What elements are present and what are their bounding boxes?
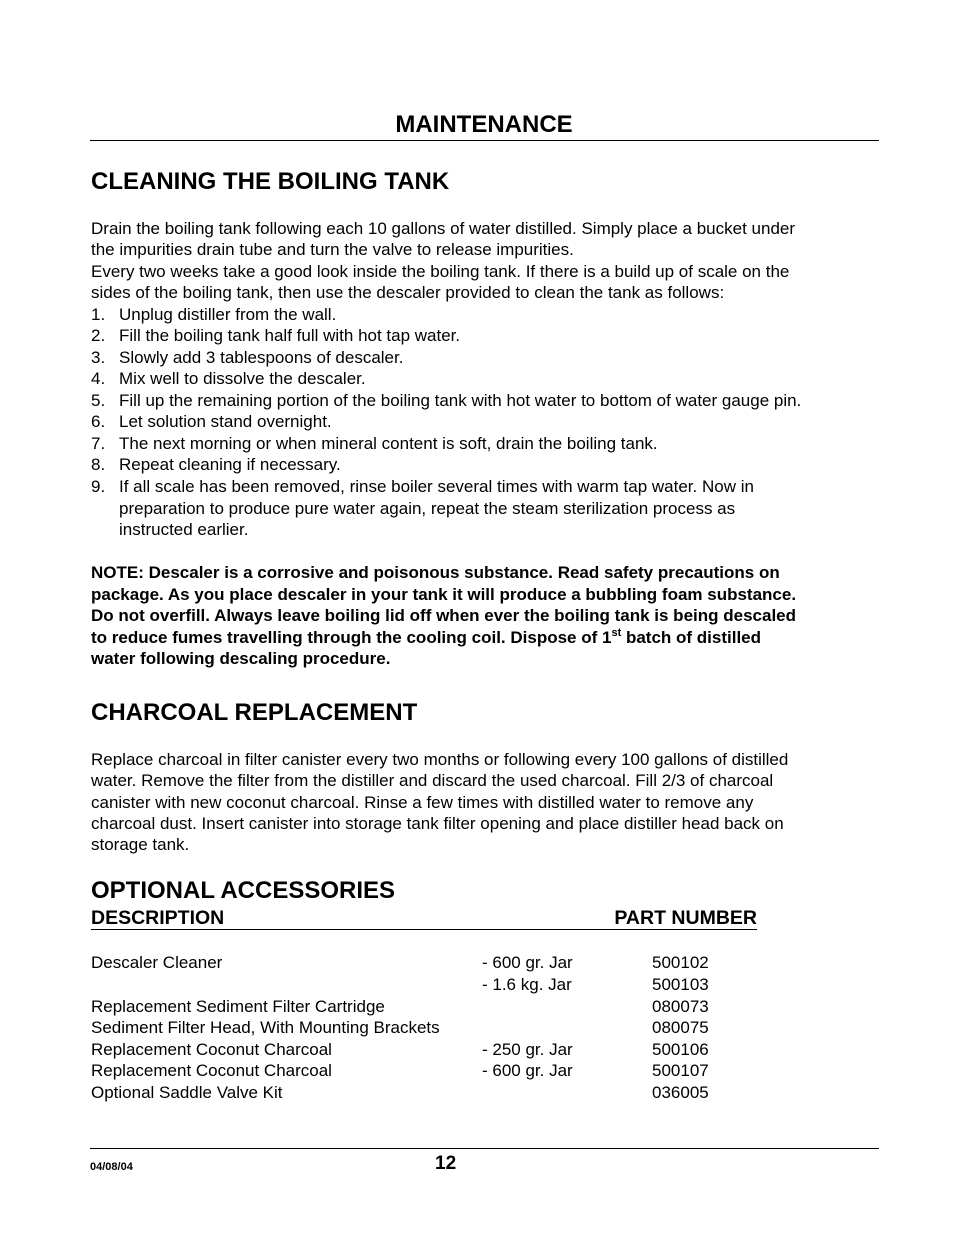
paragraph-line: charcoal dust. Insert canister into storage tank filter opening and place distiller head back on <box>91 814 784 833</box>
note-line: water following descaling procedure. <box>91 649 391 668</box>
note-line: to reduce fumes travelling through the cooling coil. Dispose of 1st batch of distilled <box>91 626 762 647</box>
row-description: Sediment Filter Head, With Mounting Brackets <box>91 1018 440 1037</box>
list-item-text: Slowly add 3 tablespoons of descaler. <box>119 348 404 367</box>
list-item-text-cont: preparation to produce pure water again, repeat the steam sterilization process as <box>119 498 736 518</box>
row-size: - 250 gr. Jar <box>482 1040 573 1059</box>
list-item-number: 2. <box>91 326 106 345</box>
list-item-text: Fill up the remaining portion of the boiling tank with hot water to bottom of water gauge pin. <box>119 391 802 410</box>
table-row <box>91 1082 791 1104</box>
warning-note <box>91 562 796 670</box>
row-part-number: 036005 <box>652 1083 709 1102</box>
list-item <box>91 411 332 433</box>
list-item <box>91 368 366 390</box>
footer-rule <box>90 1148 879 1149</box>
list-item-number: 4. <box>91 369 106 388</box>
table-row <box>91 974 791 996</box>
paragraph-line: storage tank. <box>91 835 190 854</box>
row-part-number: 500107 <box>652 1061 709 1080</box>
col-part-number-header: PART NUMBER <box>614 907 757 929</box>
note-line: NOTE: Descaler is a corrosive and poisonous substance. Read safety precautions on <box>91 563 780 582</box>
table-row <box>91 1039 791 1061</box>
row-description: Replacement Coconut Charcoal <box>91 1061 332 1080</box>
row-description: Replacement Coconut Charcoal <box>91 1040 332 1059</box>
table-row <box>91 952 791 974</box>
row-part-number: 500102 <box>652 953 709 972</box>
row-description: Replacement Sediment Filter Cartridge <box>91 997 385 1016</box>
list-item <box>91 476 754 541</box>
section-title-charcoal: CHARCOAL REPLACEMENT <box>91 699 418 726</box>
paragraph-line: Replace charcoal in filter canister every two months or following every 100 gallons of distilled <box>91 750 789 769</box>
row-part-number: 500106 <box>652 1040 709 1059</box>
list-item-text: Mix well to dissolve the descaler. <box>119 369 366 388</box>
footer-date: 04/08/04 <box>90 1161 133 1173</box>
row-description: Descaler Cleaner <box>91 953 223 972</box>
table-row <box>91 996 791 1018</box>
row-size: - 1.6 kg. Jar <box>482 975 572 994</box>
table-row <box>91 1017 791 1039</box>
list-item-number: 6. <box>91 412 106 431</box>
list-item-number: 1. <box>91 305 106 324</box>
section-title-cleaning: CLEANING THE BOILING TANK <box>91 168 450 195</box>
paragraph-line: sides of the boiling tank, then use the descaler provided to clean the tank as follows: <box>91 283 725 302</box>
note-line: Do not overfill. Always leave boiling lid off when ever the boiling tank is being descaled <box>91 606 797 625</box>
list-item-text-cont: instructed earlier. <box>119 520 249 539</box>
row-part-number: 080073 <box>652 997 709 1016</box>
header-rule <box>90 140 879 141</box>
list-item <box>91 325 460 347</box>
page-number: 12 <box>435 1153 457 1174</box>
paragraph-line: Every two weeks take a good look inside the boiling tank. If there is a build up of scale on the <box>91 262 790 281</box>
note-line: package. As you place descaler in your tank it will produce a bubbling foam substance. <box>91 584 797 604</box>
list-item <box>91 454 341 476</box>
section-title-accessories: OPTIONAL ACCESSORIES <box>91 877 396 904</box>
list-item-text: Let solution stand overnight. <box>119 412 332 431</box>
list-item-number: 3. <box>91 348 106 367</box>
page-title: MAINTENANCE <box>395 111 573 138</box>
table-header <box>91 905 757 930</box>
list-item-text: The next morning or when mineral content is soft, drain the boiling tank. <box>119 434 658 453</box>
list-item <box>91 347 403 369</box>
row-part-number: 500103 <box>652 975 709 994</box>
list-item-text: Repeat cleaning if necessary. <box>119 455 341 474</box>
list-item <box>91 390 801 412</box>
paragraph-line: canister with new coconut charcoal. Rinse a few times with distilled water to remove any <box>91 793 754 812</box>
list-item-text: If all scale has been removed, rinse boiler several times with warm tap water. Now in <box>119 477 754 496</box>
row-part-number: 080075 <box>652 1018 709 1037</box>
paragraph-line: the impurities drain tube and turn the valve to release impurities. <box>91 240 574 259</box>
list-item <box>91 304 336 326</box>
list-item-text: Fill the boiling tank half full with hot tap water. <box>119 326 461 345</box>
col-description-header: DESCRIPTION <box>91 907 225 929</box>
list-item-number: 8. <box>91 455 106 474</box>
superscript: st <box>611 626 622 639</box>
row-size: - 600 gr. Jar <box>482 953 573 972</box>
paragraph-line: Drain the boiling tank following each 10 gallons of water distilled. Simply place a bucket under <box>91 219 796 238</box>
row-size: - 600 gr. Jar <box>482 1061 573 1080</box>
table-row <box>91 1060 791 1082</box>
row-description: Optional Saddle Valve Kit <box>91 1083 283 1102</box>
list-item-number: 9. <box>91 477 106 496</box>
paragraph-line: water. Remove the filter from the distiller and discard the used charcoal. Fill 2/3 of charcoal <box>91 771 774 790</box>
list-item <box>91 433 658 455</box>
list-item-number: 7. <box>91 434 106 453</box>
list-item-text: Unplug distiller from the wall. <box>119 305 337 324</box>
list-item-number: 5. <box>91 391 106 410</box>
